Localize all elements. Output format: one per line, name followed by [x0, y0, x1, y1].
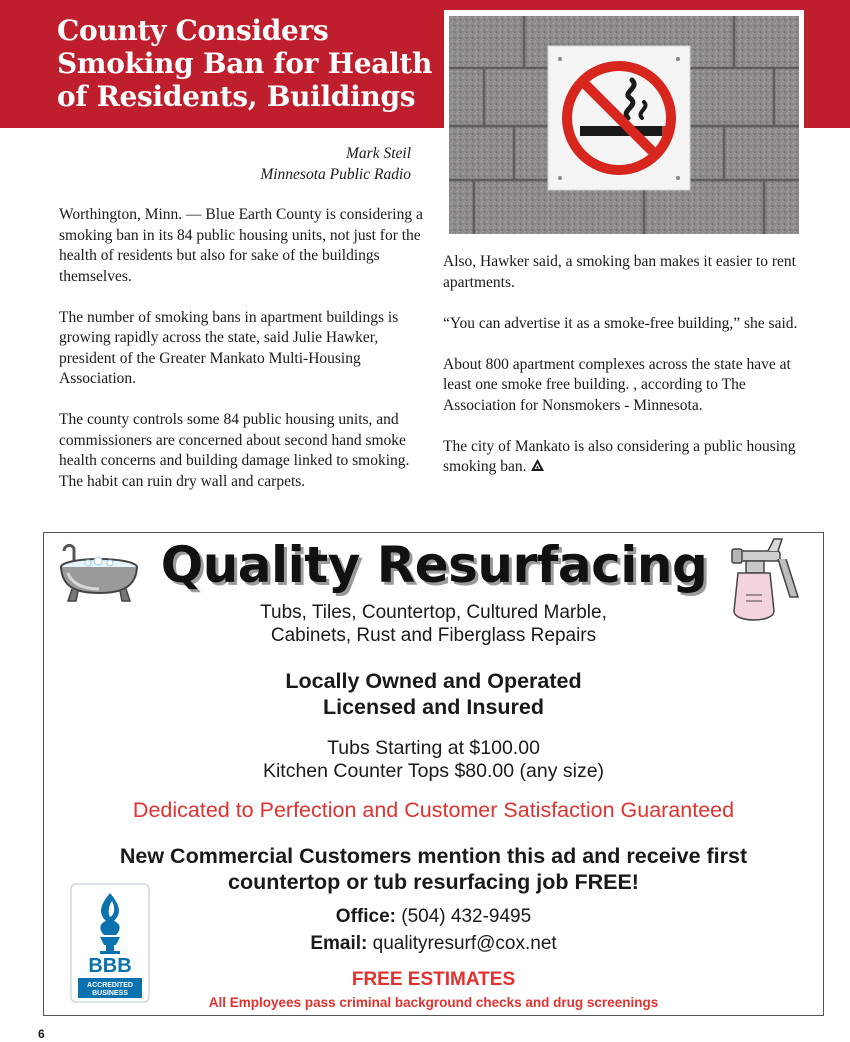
services-line: Tubs, Tiles, Countertop, Cultured Marble, — [260, 602, 607, 623]
bbb-accredited-logo — [70, 883, 150, 1008]
owned-line: Licensed and Insured — [322, 695, 545, 719]
article-paragraph: “You can advertise it as a smoke-free building,” she said. — [443, 314, 798, 332]
office-label: Office: — [335, 906, 396, 927]
ad-owned — [44, 668, 823, 720]
ad-screenings: All Employees pass criminal background checks and drug screenings — [208, 995, 659, 1010]
ad-email — [44, 932, 823, 955]
article-paragraph: The number of smoking bans in apartment buildings is growing rapidly across the state, said Julie Hawker, president of the Greater Mankato Multi-Housing Association. — [59, 308, 399, 387]
no-smoking-sign-icon — [444, 10, 804, 238]
triangle-end-mark-icon — [531, 457, 544, 478]
article-paragraph: About 800 apartment complexes across the state have at least one smoke free building. , according to The Association for Nonsmokers - Minnesota. — [443, 355, 791, 414]
bbb-letters: BBB — [88, 955, 132, 977]
article-photo — [444, 10, 804, 238]
article-column-left — [59, 205, 424, 513]
ad-commercial-offer — [44, 843, 823, 895]
article-headline: County Considers Smoking Ban for Health of Residents, Buildings — [57, 14, 433, 113]
email-address[interactable]: qualityresurf@cox.net — [372, 933, 557, 954]
article-column-right — [443, 252, 808, 498]
article-paragraph: Also, Hawker said, a smoking ban makes it easier to rent apartments. — [443, 253, 796, 291]
advertisement — [43, 532, 824, 1016]
owned-line: Locally Owned and Operated — [285, 669, 582, 693]
article-paragraph-last — [443, 437, 808, 478]
ad-title: Quality Resurfacing — [160, 536, 708, 594]
page-number: 6 — [38, 1027, 45, 1041]
author-outlet: Minnesota Public Radio — [260, 166, 411, 183]
bbb-line2: BUSINESS — [92, 990, 128, 997]
ad-dedicated: Dedicated to Perfection and Customer Satisfaction Guaranteed — [132, 798, 735, 822]
commercial-line: countertop or tub resurfacing job FREE! — [228, 870, 639, 894]
commercial-line: New Commercial Customers mention this ad and receive first — [119, 844, 748, 868]
email-label: Email: — [310, 933, 368, 954]
price-line: Kitchen Counter Tops $80.00 (any size) — [262, 760, 605, 782]
office-phone[interactable]: (504) 432-9495 — [401, 906, 532, 927]
ad-services — [44, 601, 823, 647]
services-line: Cabinets, Rust and Fiberglass Repairs — [270, 625, 597, 646]
ad-office — [44, 905, 823, 928]
bbb-line1: ACCREDITED — [87, 982, 133, 989]
author-name: Mark Steil — [346, 145, 411, 162]
price-line: Tubs Starting at $100.00 — [327, 737, 540, 759]
article-paragraph: Worthington, Minn. — Blue Earth County is considering a smoking ban in its 84 public housing units, not just for the health of residents but also for sake of the buildings themselves. — [59, 206, 423, 285]
ad-prices — [44, 737, 823, 783]
ad-free-estimates: FREE ESTIMATES — [351, 969, 516, 990]
bbb-torch-icon — [70, 883, 150, 1003]
article-paragraph: The county controls some 84 public housing units, and commissioners are concerned about second hand smoke health concerns and building damage linked to smoking. The habit can ruin dry wall and carpets. — [59, 411, 410, 490]
byline — [260, 143, 411, 185]
article-paragraph-text: The city of Mankato is also considering a public housing smoking ban. — [443, 437, 796, 475]
